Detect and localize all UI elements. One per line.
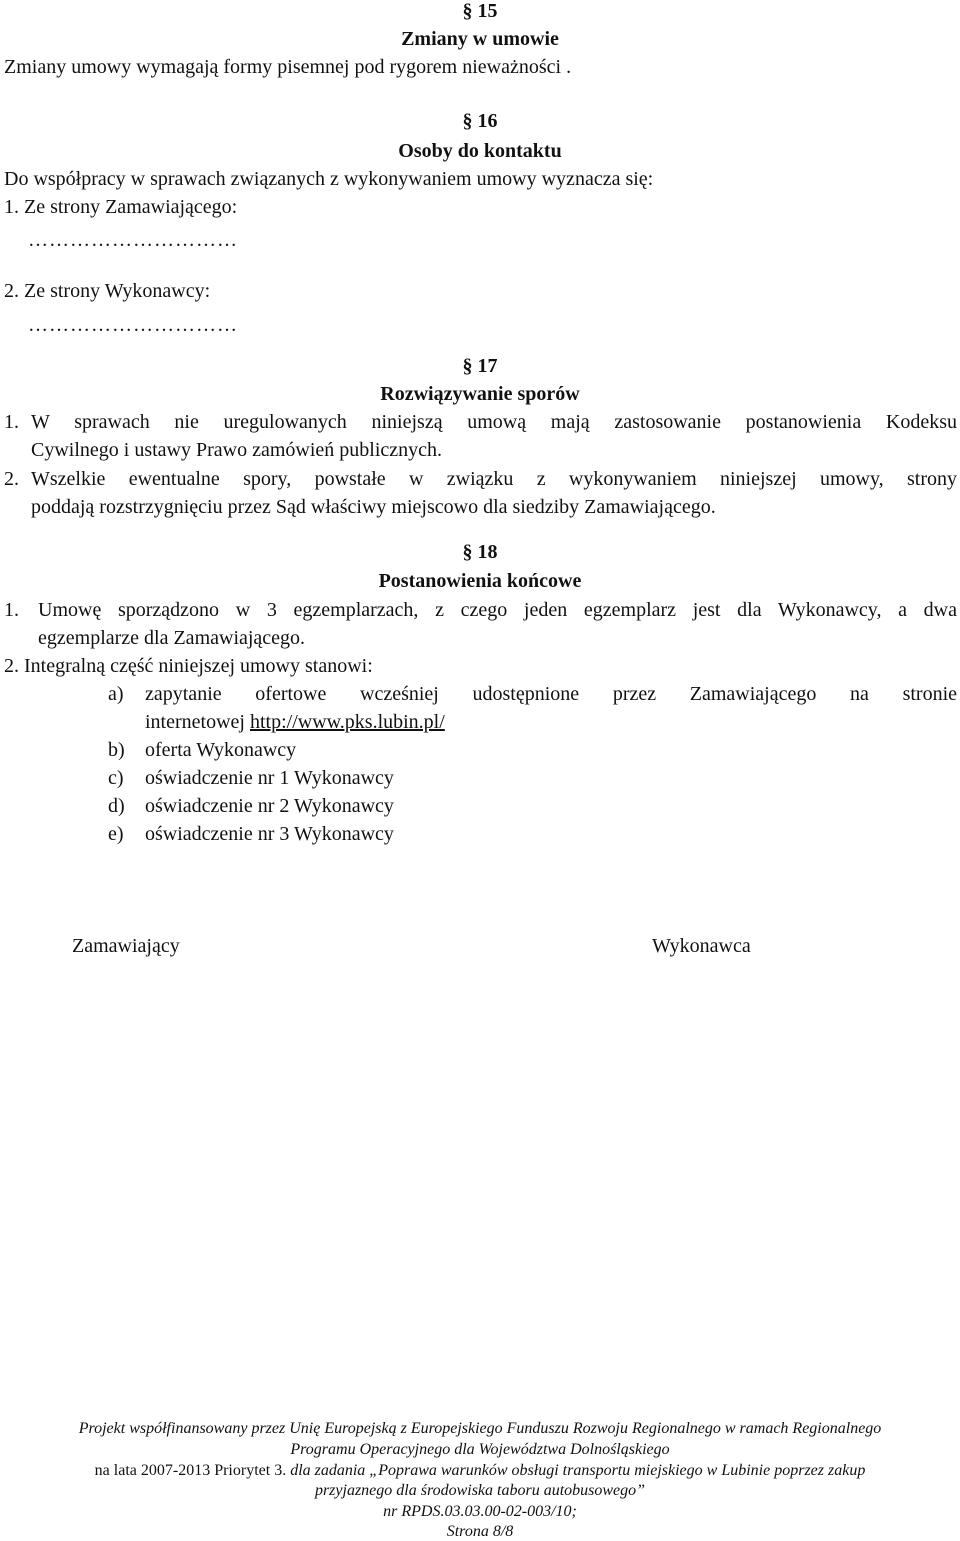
footer-line-2: Programu Operacyjnego dla Województwa Dolnośląskiego — [290, 1441, 670, 1458]
attachment-b-text: oferta Wykonawcy — [145, 739, 297, 761]
attachment-d-label: d) — [108, 795, 125, 817]
final-item-1-line-2: egzemplarze dla Zamawiającego. — [38, 627, 306, 649]
page-number: Strona 8/8 — [446, 1523, 514, 1540]
disputes-item-2-number: 2. — [4, 468, 19, 490]
section-16-intro: Do współpracy w sprawach związanych z wykonywaniem umowy wyznacza się: — [4, 168, 654, 190]
attachment-b-label: b) — [108, 739, 125, 761]
attachment-a-line-1: zapytanie ofertowe wcześniej udostępnione przez Zamawiającego na stronie — [145, 683, 957, 705]
disputes-item-1-line-2: Cywilnego i ustawy Prawo zamówień publicznych. — [31, 439, 443, 461]
final-item-1-number: 1. — [4, 599, 19, 621]
footer-period: na lata 2007-2013 Priorytet 3. — [94, 1462, 287, 1479]
section-15-text: Zmiany umowy wymagają formy pisemnej pod rygorem nieważności . — [4, 56, 572, 78]
attachment-e-label: e) — [108, 823, 124, 845]
disputes-item-2-line-1: Wszelkie ewentualne spory, powstałe w związku z wykonywaniem niniejszej umowy, strony — [31, 468, 957, 490]
footer-line-1: Projekt współfinansowany przez Unię Europejską z Europejskiego Funduszu Rozwoju Regionalnego w ramach Regionalnego — [78, 1420, 882, 1437]
contact-dots-2: ………………………… — [28, 314, 238, 336]
attachment-a-line-2 — [145, 710, 445, 734]
disputes-item-1-line-1: W sprawach nie uregulowanych niniejszą umową mają zastosowanie postanowienia Kodeksu — [31, 411, 957, 433]
disputes-item-2-line-2: poddają rozstrzygnięciu przez Sąd właściwy miejscowo dla siedziby Zamawiającego. — [31, 496, 716, 518]
disputes-item-1-number: 1. — [4, 411, 19, 433]
website-link[interactable]: http://www.pks.lubin.pl/ — [249, 711, 445, 733]
attachment-e-text: oświadczenie nr 3 Wykonawcy — [145, 823, 394, 845]
contact-item-1: 1. Ze strony Zamawiającego: — [4, 196, 238, 218]
section-18-title: Postanowienia końcowe — [378, 570, 582, 592]
attachment-a-prefix: internetowej — [145, 711, 250, 733]
section-16-title: Osoby do kontaktu — [398, 140, 562, 162]
section-15-title: Zmiany w umowie — [401, 28, 559, 50]
contact-item-2: 2. Ze strony Wykonawcy: — [4, 280, 211, 302]
contact-dots-1: ………………………… — [28, 229, 238, 251]
footer-project-number: nr RPDS.03.03.00-02-003/10; — [383, 1503, 577, 1520]
section-17-title: Rozwiązywanie sporów — [380, 383, 580, 405]
footer-line-4: przyjaznego dla środowiska taboru autobusowego” — [314, 1482, 646, 1499]
section-17-number: § 17 — [462, 355, 498, 377]
final-item-1-line-1: Umowę sporządzono w 3 egzemplarzach, z czego jeden egzemplarz jest dla Wykonawcy, a dwa — [38, 599, 957, 621]
signature-contractor: Wykonawca — [652, 935, 751, 957]
footer-line-3 — [0, 1461, 960, 1480]
attachment-c-text: oświadczenie nr 1 Wykonawcy — [145, 767, 394, 789]
signature-ordering-party: Zamawiający — [72, 935, 180, 957]
attachment-c-label: c) — [108, 767, 124, 789]
section-16-number: § 16 — [462, 110, 498, 132]
section-18-number: § 18 — [462, 541, 498, 563]
attachment-a-label: a) — [108, 683, 124, 705]
footer-task: dla zadania „Poprawa warunków obsługi transportu miejskiego w Lubinie poprzez zakup — [286, 1462, 866, 1479]
section-15-number: § 15 — [462, 0, 498, 22]
attachment-d-text: oświadczenie nr 2 Wykonawcy — [145, 795, 394, 817]
final-item-2: 2. Integralną część niniejszej umowy stanowi: — [4, 655, 373, 677]
